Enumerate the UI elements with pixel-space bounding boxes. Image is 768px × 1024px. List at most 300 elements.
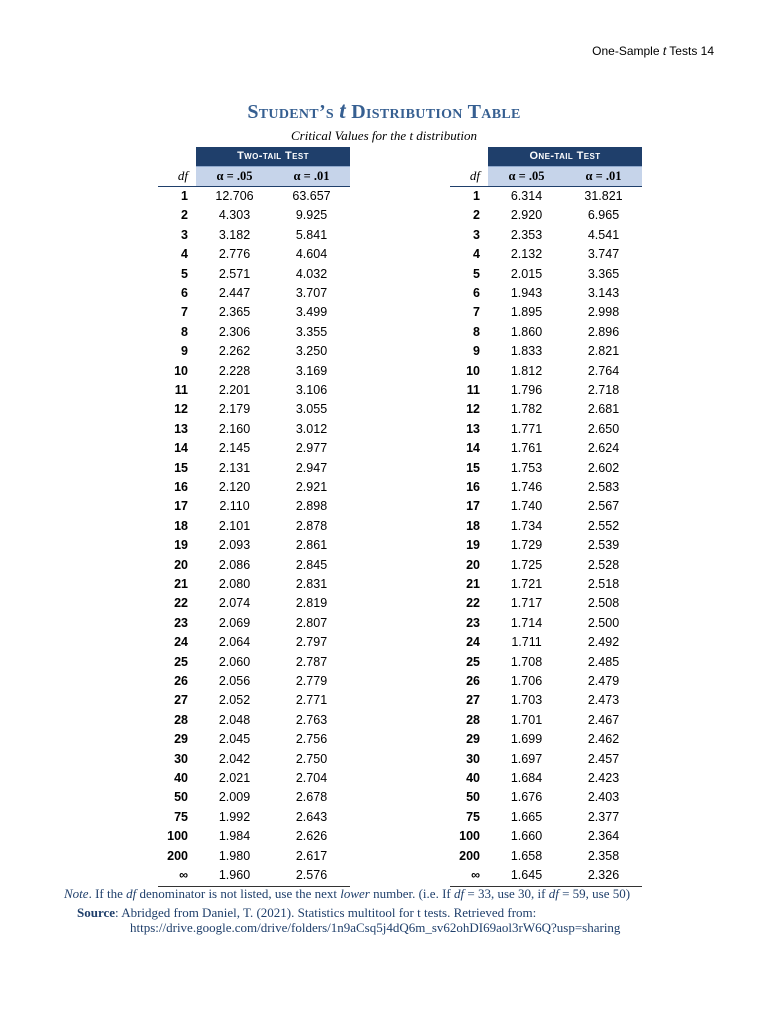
two-tail-row bbox=[158, 827, 350, 846]
one-tail-alpha01-cell: 2.718 bbox=[587, 382, 620, 397]
two-tail-alpha05-cell: 2.060 bbox=[218, 654, 251, 669]
one-tail-row bbox=[450, 711, 642, 730]
one-tail-alpha05-cell: 1.684 bbox=[510, 771, 543, 786]
one-tail-row bbox=[450, 788, 642, 807]
one-tail-row bbox=[450, 478, 642, 497]
two-tail-row bbox=[158, 672, 350, 691]
one-tail-alpha01-cell: 2.462 bbox=[587, 732, 620, 747]
two-tail-row bbox=[158, 206, 350, 225]
one-tail-alpha05-cell: 1.706 bbox=[510, 674, 543, 689]
two-tail-alpha05-cell: 1.960 bbox=[196, 866, 273, 886]
one-tail-df-cell: 4 bbox=[473, 247, 480, 262]
two-tail-df-cell: 28 bbox=[174, 712, 188, 727]
two-tail-df-cell: 11 bbox=[174, 382, 188, 397]
two-tail-row bbox=[158, 614, 350, 633]
two-tail-df-cell: 18 bbox=[174, 518, 188, 533]
one-tail-alpha01-cell: 2.998 bbox=[587, 305, 620, 320]
one-tail-header: One-tail Test bbox=[488, 147, 642, 166]
note-df-2: df bbox=[453, 886, 465, 901]
title-part1: Student’s bbox=[247, 101, 340, 123]
one-tail-row bbox=[450, 362, 642, 381]
two-tail-alpha01-cell: 4.604 bbox=[295, 247, 328, 262]
page-header bbox=[592, 44, 714, 58]
one-tail-alpha05-cell: 1.895 bbox=[510, 305, 543, 320]
one-tail-row bbox=[450, 323, 642, 342]
two-tail-df-cell: 27 bbox=[174, 693, 188, 708]
one-tail-alpha01-cell: 2.492 bbox=[587, 635, 620, 650]
two-tail-row bbox=[158, 284, 350, 303]
one-tail-row bbox=[450, 517, 642, 536]
one-tail-df-cell: 40 bbox=[466, 771, 480, 786]
two-tail-alpha05-cell: 2.093 bbox=[218, 538, 251, 553]
two-tail-df-cell: 19 bbox=[174, 538, 188, 553]
one-tail-alpha05-cell: 1.860 bbox=[510, 324, 543, 339]
one-tail-alpha01-cell: 2.358 bbox=[587, 848, 620, 863]
two-tail-alpha05-cell: 12.706 bbox=[215, 188, 254, 203]
one-tail-row bbox=[450, 284, 642, 303]
two-tail-alpha01-cell: 2.678 bbox=[295, 790, 328, 805]
one-tail-df-cell: 15 bbox=[466, 460, 480, 475]
two-tail-row bbox=[158, 478, 350, 497]
page-subtitle: Critical Values for the t distribution bbox=[291, 128, 477, 143]
two-tail-row bbox=[158, 847, 350, 866]
two-tail-alpha05-cell: 2.365 bbox=[218, 305, 251, 320]
one-tail-alpha05-cell: 1.699 bbox=[510, 732, 543, 747]
two-tail-row bbox=[158, 323, 350, 342]
two-tail-alpha05-cell: 2.086 bbox=[218, 557, 251, 572]
two-tail-alpha01-cell: 63.657 bbox=[292, 188, 331, 203]
note-text-2: denominator is not listed, use the next bbox=[136, 886, 341, 901]
two-tail-body bbox=[158, 186, 350, 886]
one-tail-alpha01-cell: 2.539 bbox=[587, 538, 620, 553]
two-tail-alpha05-cell: 2.056 bbox=[218, 674, 251, 689]
two-tail-row bbox=[158, 186, 350, 206]
two-tail-alpha01-cell: 2.947 bbox=[295, 460, 328, 475]
one-tail-alpha05-cell: 2.015 bbox=[510, 266, 543, 281]
one-tail-df-cell: 18 bbox=[466, 518, 480, 533]
one-tail-alpha05-cell: 1.714 bbox=[510, 615, 543, 630]
two-tail-row bbox=[158, 653, 350, 672]
two-tail-alpha01-cell: 5.841 bbox=[295, 227, 328, 242]
two-tail-row bbox=[158, 750, 350, 769]
one-tail-row bbox=[450, 769, 642, 788]
two-tail-alpha01-cell: 2.787 bbox=[295, 654, 328, 669]
one-tail-alpha01-cell: 2.896 bbox=[587, 324, 620, 339]
one-tail-alpha01-cell: 2.403 bbox=[587, 790, 620, 805]
one-tail-alpha05-cell: 1.761 bbox=[510, 441, 543, 456]
one-tail-df-cell: 3 bbox=[473, 227, 480, 242]
two-tail-alpha05-header: α = .05 bbox=[196, 166, 273, 186]
source-label: Source bbox=[77, 905, 116, 920]
two-tail-df-cell: 21 bbox=[174, 577, 188, 592]
one-tail-df-header: df bbox=[450, 166, 488, 186]
two-tail-alpha05-cell: 2.447 bbox=[218, 285, 251, 300]
two-tail-alpha01-cell: 9.925 bbox=[295, 208, 328, 223]
one-tail-row bbox=[450, 730, 642, 749]
one-tail-alpha05-cell: 1.729 bbox=[510, 538, 543, 553]
one-tail-alpha05-cell: 1.734 bbox=[510, 518, 543, 533]
one-tail-alpha05-cell: 1.676 bbox=[510, 790, 543, 805]
one-tail-df-cell: 13 bbox=[466, 421, 480, 436]
two-tail-df-cell: 5 bbox=[181, 266, 188, 281]
one-tail-row bbox=[450, 691, 642, 710]
two-tail-alpha01-cell: 2.756 bbox=[295, 732, 328, 747]
two-tail-df-cell: 17 bbox=[174, 499, 188, 514]
two-tail-row bbox=[158, 866, 350, 886]
two-tail-alpha05-cell: 2.069 bbox=[218, 615, 251, 630]
two-tail-row bbox=[158, 517, 350, 536]
header-italic-t: t bbox=[662, 44, 667, 58]
one-tail-alpha01-cell: 2.624 bbox=[587, 441, 620, 456]
one-tail-row bbox=[450, 536, 642, 555]
one-tail-row bbox=[450, 556, 642, 575]
one-tail-alpha05-cell: 1.812 bbox=[510, 363, 543, 378]
one-tail-alpha01-cell: 2.377 bbox=[587, 809, 620, 824]
two-tail-row bbox=[158, 303, 350, 322]
two-tail-alpha01-cell: 3.250 bbox=[295, 344, 328, 359]
one-tail-df-cell: 29 bbox=[466, 732, 480, 747]
one-tail-df-cell: 21 bbox=[466, 577, 480, 592]
one-tail-df-cell: 25 bbox=[466, 654, 480, 669]
one-tail-alpha01-cell: 4.541 bbox=[587, 227, 620, 242]
one-tail-df-cell: 75 bbox=[466, 809, 480, 824]
one-tail-alpha01-cell: 2.602 bbox=[587, 460, 620, 475]
two-tail-row bbox=[158, 400, 350, 419]
header-suffix: Tests 14 bbox=[666, 44, 714, 58]
one-tail-alpha01-cell: 2.326 bbox=[565, 866, 642, 886]
one-tail-alpha05-cell: 1.725 bbox=[510, 557, 543, 572]
two-tail-alpha05-cell: 2.145 bbox=[218, 441, 251, 456]
one-tail-row bbox=[450, 342, 642, 361]
two-tail-alpha05-cell: 2.110 bbox=[219, 499, 250, 514]
one-tail-alpha05-cell: 1.771 bbox=[510, 421, 543, 436]
one-tail-table bbox=[450, 147, 642, 887]
page-title bbox=[0, 98, 768, 124]
two-tail-alpha01-cell: 2.977 bbox=[295, 441, 328, 456]
two-tail-alpha05-cell: 2.045 bbox=[218, 732, 251, 747]
one-tail-alpha05-cell: 1.717 bbox=[510, 596, 543, 611]
two-tail-alpha01-cell: 2.626 bbox=[295, 829, 328, 844]
one-tail-alpha05-cell: 1.658 bbox=[510, 848, 543, 863]
one-tail-df-cell: 26 bbox=[466, 674, 480, 689]
two-tail-alpha01-cell: 2.779 bbox=[295, 674, 328, 689]
two-tail-df-cell: 16 bbox=[174, 479, 188, 494]
one-tail-alpha05-cell: 1.711 bbox=[511, 635, 542, 650]
two-tail-alpha01-cell: 2.807 bbox=[295, 615, 328, 630]
two-tail-alpha01-cell: 3.499 bbox=[295, 305, 328, 320]
two-tail-alpha01-cell: 2.771 bbox=[295, 693, 328, 708]
one-tail-alpha01-cell: 2.681 bbox=[587, 402, 620, 417]
note-df-3: df bbox=[548, 886, 559, 901]
two-tail-df-cell: 40 bbox=[174, 771, 188, 786]
one-tail-alpha05-cell: 1.703 bbox=[510, 693, 543, 708]
two-tail-alpha01-cell: 3.707 bbox=[295, 285, 328, 300]
one-tail-row bbox=[450, 672, 642, 691]
two-tail-df-cell: 50 bbox=[174, 790, 188, 805]
two-tail-df-cell: 22 bbox=[174, 596, 188, 611]
two-tail-row bbox=[158, 342, 350, 361]
note-label: Note bbox=[64, 886, 89, 901]
two-tail-alpha05-cell: 1.992 bbox=[218, 809, 251, 824]
table-note bbox=[64, 886, 630, 902]
two-tail-alpha05-cell: 2.160 bbox=[218, 421, 251, 436]
one-tail-alpha05-cell: 1.833 bbox=[510, 344, 543, 359]
one-tail-alpha05-header: α = .05 bbox=[488, 166, 565, 186]
two-tail-row bbox=[158, 265, 350, 284]
one-tail-row bbox=[450, 808, 642, 827]
one-tail-row bbox=[450, 614, 642, 633]
one-tail-df-cell: 100 bbox=[459, 829, 480, 844]
two-tail-df-cell: 20 bbox=[174, 557, 188, 572]
one-tail-df-cell: 12 bbox=[466, 402, 480, 417]
two-tail-df-cell: 200 bbox=[167, 848, 188, 863]
one-tail-alpha01-cell: 2.457 bbox=[587, 751, 620, 766]
one-tail-alpha01-cell: 2.500 bbox=[587, 615, 620, 630]
two-tail-row bbox=[158, 245, 350, 264]
two-tail-df-cell: 8 bbox=[181, 324, 188, 339]
note-text-5: = 59, use 50) bbox=[558, 886, 631, 901]
two-tail-header: Two-tail Test bbox=[196, 147, 350, 166]
two-tail-df-cell: 25 bbox=[174, 654, 188, 669]
two-tail-df-cell: 29 bbox=[174, 732, 188, 747]
one-tail-row bbox=[450, 633, 642, 652]
one-tail-row bbox=[450, 497, 642, 516]
two-tail-df-cell: ∞ bbox=[158, 866, 196, 886]
one-tail-df-cell: 17 bbox=[466, 499, 480, 514]
one-tail-df-cell: 2 bbox=[473, 208, 480, 223]
two-tail-alpha05-cell: 2.042 bbox=[218, 751, 251, 766]
two-tail-row bbox=[158, 594, 350, 613]
two-tail-alpha01-cell: 2.797 bbox=[295, 635, 328, 650]
two-tail-df-cell: 30 bbox=[174, 751, 188, 766]
one-tail-df-cell: 22 bbox=[466, 596, 480, 611]
one-tail-alpha01-cell: 3.143 bbox=[587, 285, 620, 300]
two-tail-row bbox=[158, 381, 350, 400]
two-tail-alpha01-cell: 3.055 bbox=[295, 402, 328, 417]
two-tail-alpha05-cell: 2.074 bbox=[218, 596, 251, 611]
two-tail-row bbox=[158, 459, 350, 478]
one-tail-row bbox=[450, 400, 642, 419]
one-tail-df-cell: 10 bbox=[466, 363, 480, 378]
one-tail-row bbox=[450, 439, 642, 458]
one-tail-alpha05-cell: 1.740 bbox=[510, 499, 543, 514]
two-tail-alpha01-cell: 3.012 bbox=[295, 421, 328, 436]
one-tail-row bbox=[450, 206, 642, 225]
one-tail-df-cell: 5 bbox=[473, 266, 480, 281]
two-tail-df-cell: 26 bbox=[174, 674, 188, 689]
table-source bbox=[77, 905, 536, 921]
two-tail-alpha05-cell: 2.048 bbox=[218, 712, 251, 727]
two-tail-alpha05-cell: 2.131 bbox=[218, 460, 251, 475]
one-tail-alpha01-cell: 2.528 bbox=[587, 557, 620, 572]
two-tail-row bbox=[158, 556, 350, 575]
one-tail-row bbox=[450, 459, 642, 478]
one-tail-alpha05-cell: 2.132 bbox=[510, 247, 543, 262]
one-tail-df-cell: 8 bbox=[473, 324, 480, 339]
one-tail-alpha05-cell: 2.920 bbox=[510, 208, 543, 223]
one-tail-alpha05-cell: 1.660 bbox=[510, 829, 543, 844]
two-tail-df-cell: 75 bbox=[174, 809, 188, 824]
two-tail-row bbox=[158, 439, 350, 458]
one-tail-row bbox=[450, 420, 642, 439]
one-tail-alpha01-cell: 2.552 bbox=[587, 518, 620, 533]
two-tail-row bbox=[158, 769, 350, 788]
one-tail-row bbox=[450, 303, 642, 322]
two-tail-row bbox=[158, 633, 350, 652]
two-tail-alpha05-cell: 2.080 bbox=[218, 577, 251, 592]
one-tail-alpha01-cell: 31.821 bbox=[584, 188, 623, 203]
two-tail-alpha01-cell: 2.763 bbox=[295, 712, 328, 727]
source-text: : Abridged from Daniel, T. (2021). Statistics multitool for t tests. Retrieved from: bbox=[115, 905, 537, 920]
two-tail-alpha05-cell: 2.776 bbox=[218, 247, 251, 262]
two-tail-df-cell: 24 bbox=[174, 635, 188, 650]
two-tail-alpha05-cell: 2.101 bbox=[218, 518, 251, 533]
two-tail-table bbox=[158, 147, 350, 887]
one-tail-row bbox=[450, 847, 642, 866]
one-tail-df-cell: 16 bbox=[466, 479, 480, 494]
two-tail-alpha01-header: α = .01 bbox=[273, 166, 350, 186]
two-tail-row bbox=[158, 711, 350, 730]
one-tail-df-cell: 30 bbox=[466, 751, 480, 766]
two-tail-df-cell: 15 bbox=[174, 460, 188, 475]
two-tail-alpha05-cell: 2.306 bbox=[218, 324, 251, 339]
one-tail-alpha05-cell: 1.708 bbox=[510, 654, 543, 669]
one-tail-alpha05-cell: 1.645 bbox=[488, 866, 565, 886]
one-tail-df-cell: 200 bbox=[459, 848, 480, 863]
two-tail-alpha01-cell: 2.576 bbox=[273, 866, 350, 886]
two-tail-row bbox=[158, 420, 350, 439]
one-tail-alpha05-cell: 1.796 bbox=[510, 382, 543, 397]
two-tail-alpha05-cell: 2.120 bbox=[218, 479, 251, 494]
one-tail-body bbox=[450, 186, 642, 886]
two-tail-row bbox=[158, 497, 350, 516]
one-tail-row bbox=[450, 653, 642, 672]
one-tail-df-cell: 14 bbox=[466, 441, 480, 456]
two-tail-df-cell: 23 bbox=[174, 615, 188, 630]
one-tail-alpha01-cell: 2.583 bbox=[587, 479, 620, 494]
two-tail-alpha05-cell: 2.201 bbox=[218, 382, 251, 397]
one-tail-df-cell: 23 bbox=[466, 615, 480, 630]
one-tail-df-cell: 7 bbox=[473, 305, 480, 320]
one-tail-alpha01-cell: 2.485 bbox=[587, 654, 620, 669]
two-tail-row bbox=[158, 575, 350, 594]
one-tail-row bbox=[450, 226, 642, 245]
two-tail-alpha01-cell: 2.921 bbox=[295, 479, 328, 494]
header-prefix: One-Sample bbox=[592, 44, 663, 58]
one-tail-df-cell: 50 bbox=[466, 790, 480, 805]
two-tail-df-cell: 10 bbox=[174, 363, 188, 378]
one-tail-df-cell: 11 bbox=[466, 382, 480, 397]
note-text-1: . If the bbox=[88, 886, 127, 901]
two-tail-df-cell: 9 bbox=[181, 344, 188, 359]
two-tail-df-cell: 2 bbox=[181, 208, 188, 223]
two-tail-alpha01-cell: 2.878 bbox=[295, 518, 328, 533]
two-tail-df-cell: 14 bbox=[174, 441, 188, 456]
two-tail-alpha05-cell: 2.571 bbox=[218, 266, 251, 281]
one-tail-alpha05-cell: 1.782 bbox=[510, 402, 543, 417]
two-tail-alpha01-cell: 2.898 bbox=[295, 499, 328, 514]
note-text-3: number. (i.e. If bbox=[369, 886, 454, 901]
one-tail-alpha05-cell: 1.665 bbox=[510, 809, 543, 824]
one-tail-row bbox=[450, 186, 642, 206]
one-tail-df-cell: ∞ bbox=[450, 866, 488, 886]
two-tail-df-cell: 13 bbox=[174, 421, 188, 436]
one-tail-df-cell: 9 bbox=[473, 344, 480, 359]
two-tail-row bbox=[158, 788, 350, 807]
note-df-1: df bbox=[126, 886, 137, 901]
two-tail-row bbox=[158, 536, 350, 555]
two-tail-row bbox=[158, 730, 350, 749]
two-tail-alpha05-cell: 2.262 bbox=[218, 344, 251, 359]
one-tail-alpha01-cell: 2.467 bbox=[587, 712, 620, 727]
one-tail-alpha01-cell: 2.473 bbox=[587, 693, 620, 708]
one-tail-alpha05-cell: 1.943 bbox=[510, 285, 543, 300]
two-tail-alpha05-cell: 2.228 bbox=[218, 363, 251, 378]
one-tail-alpha01-header: α = .01 bbox=[565, 166, 642, 186]
two-tail-alpha01-cell: 2.819 bbox=[295, 596, 328, 611]
two-tail-alpha01-cell: 2.704 bbox=[295, 771, 328, 786]
title-t: t bbox=[339, 98, 346, 123]
two-tail-df-cell: 12 bbox=[174, 402, 188, 417]
one-tail-alpha01-cell: 2.650 bbox=[587, 421, 620, 436]
two-tail-alpha01-cell: 3.355 bbox=[295, 324, 328, 339]
two-tail-alpha05-cell: 2.052 bbox=[218, 693, 251, 708]
two-tail-alpha05-cell: 1.980 bbox=[218, 848, 251, 863]
one-tail-df-cell: 28 bbox=[466, 712, 480, 727]
note-text-4: = 33, use 30, if bbox=[464, 886, 549, 901]
one-tail-alpha01-cell: 6.965 bbox=[587, 208, 620, 223]
two-tail-alpha05-cell: 2.179 bbox=[218, 402, 251, 417]
one-tail-alpha01-cell: 2.764 bbox=[587, 363, 620, 378]
one-tail-alpha01-cell: 2.821 bbox=[587, 344, 620, 359]
two-tail-row bbox=[158, 362, 350, 381]
one-tail-row bbox=[450, 866, 642, 886]
two-tail-alpha05-cell: 4.303 bbox=[218, 208, 251, 223]
one-tail-alpha01-cell: 2.567 bbox=[587, 499, 620, 514]
one-tail-alpha01-cell: 2.423 bbox=[587, 771, 620, 786]
one-tail-df-cell: 1 bbox=[473, 188, 480, 203]
two-tail-row bbox=[158, 691, 350, 710]
one-tail-df-cell: 19 bbox=[466, 538, 480, 553]
one-tail-row bbox=[450, 594, 642, 613]
one-tail-alpha01-cell: 3.365 bbox=[587, 266, 620, 281]
two-tail-alpha01-cell: 2.643 bbox=[295, 809, 328, 824]
one-tail-alpha05-cell: 1.721 bbox=[510, 577, 543, 592]
one-tail-alpha05-cell: 1.746 bbox=[510, 479, 543, 494]
two-tail-df-header: df bbox=[158, 166, 196, 186]
two-tail-alpha01-cell: 2.750 bbox=[295, 751, 328, 766]
one-tail-row bbox=[450, 265, 642, 284]
two-tail-alpha01-cell: 2.845 bbox=[295, 557, 328, 572]
two-tail-df-cell: 7 bbox=[181, 305, 188, 320]
source-url-link[interactable]: https://drive.google.com/drive/folders/1n9aCsq5j4dQ6m_sv62ohDI69aol3rW6Q?usp=sharing bbox=[130, 920, 621, 935]
note-lower: lower bbox=[340, 886, 370, 901]
two-tail-alpha05-cell: 2.021 bbox=[218, 771, 251, 786]
one-tail-df-cell: 24 bbox=[466, 635, 480, 650]
one-tail-alpha01-cell: 2.479 bbox=[587, 674, 620, 689]
two-tail-alpha01-cell: 4.032 bbox=[295, 266, 328, 281]
two-tail-row bbox=[158, 226, 350, 245]
one-tail-alpha05-cell: 2.353 bbox=[510, 227, 543, 242]
two-tail-alpha01-cell: 3.106 bbox=[295, 382, 328, 397]
one-tail-corner bbox=[450, 147, 488, 166]
two-tail-df-cell: 3 bbox=[181, 227, 188, 242]
two-tail-df-cell: 6 bbox=[181, 285, 188, 300]
two-tail-alpha01-cell: 3.169 bbox=[295, 363, 328, 378]
one-tail-alpha05-cell: 1.697 bbox=[510, 751, 543, 766]
title-part2: Distribution Table bbox=[346, 101, 521, 123]
one-tail-row bbox=[450, 575, 642, 594]
